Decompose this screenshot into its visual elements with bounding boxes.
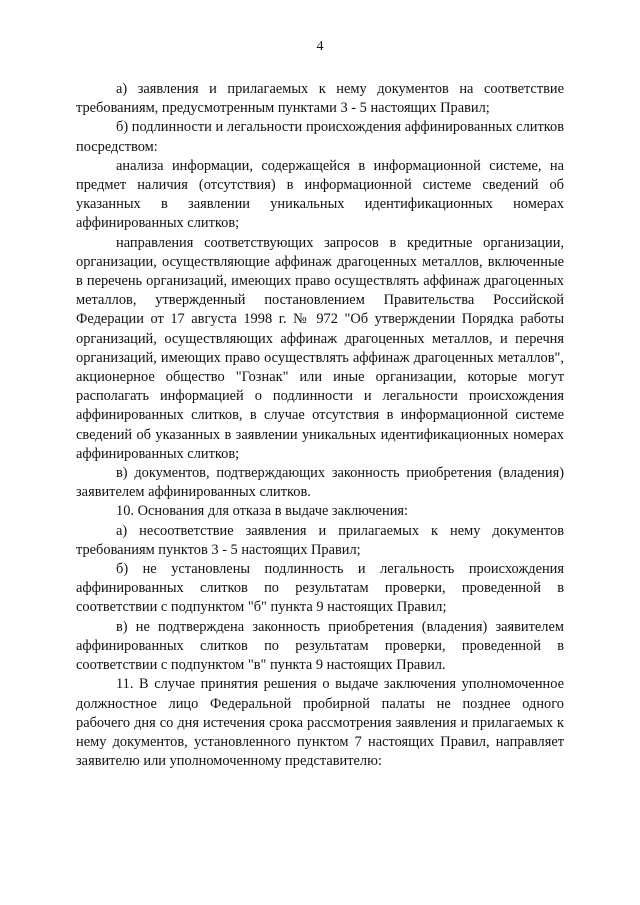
paragraph-10c: в) не подтверждена законность приобретения (владения) заявителем аффинированных слитков по результатам проверки, проведенной в соответствии с подпунктом "в" пункта 9 настоящих Правил. — [76, 618, 564, 674]
paragraph-9b: б) подлинности и легальности происхождения аффинированных слитков посредством: — [76, 119, 564, 155]
document-body — [76, 80, 564, 771]
paragraph-11: 11. В случае принятия решения о выдаче заключения уполномоченное должностное лицо Федеральной пробирной палаты не позднее одного рабочего дня со дня истечения срока рассмотрения заявления и прилагаемых к нему документов, установленного пунктом 7 настоящих Правил, направляет заявителю или уполномоченному представителю: — [76, 676, 564, 770]
paragraph-9b-analysis: анализа информации, содержащейся в информационной системе, на предмет наличия (отсутствия) в информационной системе сведений об указанных в заявлении уникальных идентификационных номерах аффинированных слитков; — [76, 157, 564, 232]
paragraph-9c: в) документов, подтверждающих законность приобретения (владения) заявителем аффинированных слитков. — [76, 465, 564, 501]
paragraph-9b-requests: направления соответствующих запросов в кредитные организации, организации, осуществляющие аффинаж драгоценных металлов, включенные в перечень организаций, имеющих право осуществлять аффинаж драгоценных металлов, утвержденный постановлением Правительства Российской Федерации от 17 августа 1998 г. № 972 "Об утверждении Порядка работы организаций, осуществляющих аффинаж драгоценных металлов, и перечня организаций, имеющих право осуществлять аффинаж драгоценных металлов", акционерное общество "Гознак" или иные организации, которые могут располагать информацией о подлинности и легальности происхождения аффинированных слитков, в случае отсутствия в информационной системе сведений об указанных в заявлении уникальных идентификационных номерах аффинированных слитков; — [76, 234, 564, 462]
paragraph-10a: а) несоответствие заявления и прилагаемых к нему документов требованиям пунктов 3 - 5 настоящих Правил; — [76, 522, 564, 558]
paragraph-10b: б) не установлены подлинность и легальность происхождения аффинированных слитков по результатам проверки, проведенной в соответствии с подпунктом "б" пункта 9 настоящих Правил; — [76, 561, 564, 616]
paragraph-9a: а) заявления и прилагаемых к нему документов на соответствие требованиям, предусмотренным пунктами 3 - 5 настоящих Правил; — [76, 81, 564, 117]
paragraph-10: 10. Основания для отказа в выдаче заключения: — [116, 503, 409, 520]
page-number: 4 — [316, 39, 324, 54]
